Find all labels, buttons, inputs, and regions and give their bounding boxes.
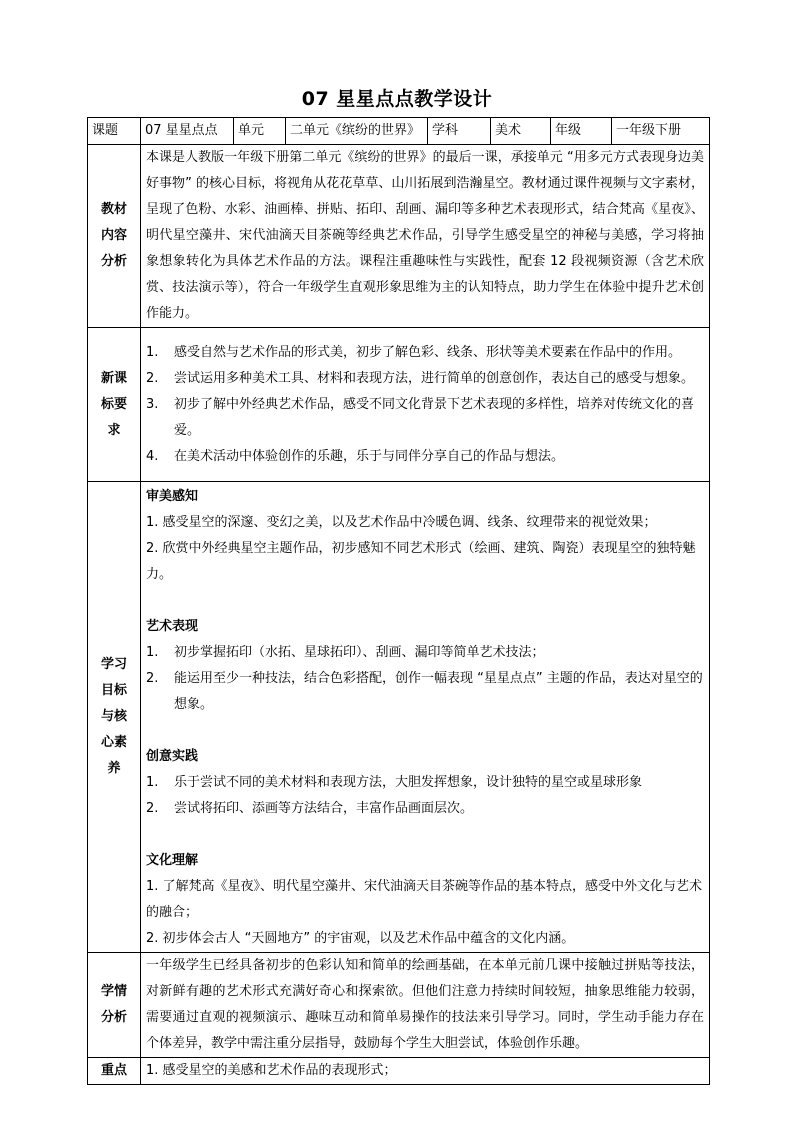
learners-label: 学情 分析 (88, 953, 141, 1058)
header-row (88, 118, 710, 145)
standards-label: 新课 标要 求 (88, 328, 141, 482)
analysis-content (141, 145, 710, 328)
analysis-label: 教材 内容 分析 (88, 145, 141, 328)
grade-label: 年级 (551, 118, 612, 145)
aesthetic-line-2: 2. 欣赏中外经典星空主题作品，初步感知不同艺术形式（绘画、建筑、陶瓷）表现星空的独特魅力。 (146, 541, 696, 582)
unit-value: 二单元《缤纷的世界》 (286, 118, 428, 145)
culture-line-1: 1. 了解梵高《星夜》、明代星空藻井、宋代油滴天目茶碗等作品的基本特点，感受中外文化与艺术的融合； (146, 879, 703, 920)
standards-list (146, 340, 704, 470)
culture-heading: 文化理解 (146, 853, 199, 868)
standards-row (88, 328, 710, 482)
grade-value: 一年级下册 (612, 118, 710, 145)
course-value: 07 星星点点 (141, 118, 234, 145)
list-item: 4. 在美术活动中体验创作的乐趣，乐于与同伴分享自己的作品与想法。 (146, 448, 565, 464)
unit-label: 单元 (234, 118, 286, 145)
key-points-row (88, 1058, 710, 1085)
key-points-label: 重点 (88, 1058, 141, 1085)
subject-label: 学科 (428, 118, 491, 145)
aesthetic-line-1: 1. 感受星空的深邃、变幻之美，以及艺术作品中冷暖色调、线条、纹理带来的视觉效果； (146, 515, 657, 530)
analysis-row (88, 145, 710, 328)
list-item: 2. 能运用至少一种技法，结合色彩搭配，创作一幅表现 “星星点点” 主题的作品，表达对星空的想象。 (146, 671, 703, 712)
analysis-text: 本课是人教版一年级下册第二单元《缤纷的世界》的最后一课，承接单元 “用多元方式表现身边美好事物” 的核心目标，将视角从花花草草、山川拓展到浩瀚星空。教材通过课件视频与文字素材，呈现了色粉、水彩、油画棒、拼贴、拓印、刮画、漏印等多种艺术表现形式，结合梵高《星夜》、明代星空藻井、宋代油滴天目茶碗等经典艺术作品，引导学生感受星空的神秘与美感，学习将抽象想象转化为具体艺术作品的方法。课程注重趣味性与实践性，配套 12 段视频资源（含艺术欣赏、技法演示等），符合一年级学生直观形象思维为主的认知特点，助力学生在体验中提升艺术创作能力。 (146, 150, 704, 321)
expression-list (146, 640, 704, 718)
learners-row (88, 953, 710, 1058)
list-item: 1. 乐于尝试不同的美术材料和表现方法，大胆发挥想象，设计独特的星空或星球形象 (146, 775, 643, 790)
list-item: 1. 感受自然与艺术作品的形式美，初步了解色彩、线条、形状等美术要素在作品中的作用。 (146, 344, 682, 360)
creative-heading: 创意实践 (146, 749, 199, 764)
learners-text: 一年级学生已经具备初步的色彩认知和简单的绘画基础，在本单元前几课中接触过拼贴等技法，对新鲜有趣的艺术形式充满好奇心和探索欲。但他们注意力持续时间较短，抽象思维能力较弱，需要通过直观的视频演示、趣味互动和简单易操作的技法来引导学习。同时，学生动手能力存在个体差异，教学中需注重分层指导，鼓励每个学生大胆尝试，体验创作乐趣。 (146, 958, 704, 1051)
aesthetic-heading: 审美感知 (146, 489, 199, 504)
course-label: 课题 (88, 118, 141, 145)
goals-content (141, 482, 710, 953)
key-points-content: 1. 感受星空的美感和艺术作品的表现形式； (141, 1058, 710, 1085)
list-item: 2. 尝试运用多种美术工具、材料和表现方法，进行简单的创意创作，表达自己的感受与想象。 (146, 370, 695, 386)
list-item: 2. 尝试将拓印、添画等方法结合，丰富作品画面层次。 (146, 801, 474, 816)
list-item: 1. 初步掌握拓印（水拓、星球拓印）、刮画、漏印等简单艺术技法； (146, 645, 545, 660)
lesson-plan-table (87, 117, 710, 1085)
subject-value: 美术 (491, 118, 551, 145)
learners-content (141, 953, 710, 1058)
goals-row (88, 482, 710, 953)
expression-heading: 艺术表现 (146, 619, 199, 634)
creative-list (146, 770, 704, 822)
goals-label: 学习 目标 与核 心素 养 (88, 482, 141, 953)
standards-content (141, 328, 710, 482)
culture-line-2: 2. 初步体会古人 “天圆地方” 的宇宙观，以及艺术作品中蕴含的文化内涵。 (146, 931, 575, 946)
list-item: 3. 初步了解中外经典艺术作品，感受不同文化背景下艺术表现的多样性，培养对传统文化的喜爱。 (146, 396, 695, 438)
page-title: 07 星星点点教学设计 (301, 88, 493, 110)
